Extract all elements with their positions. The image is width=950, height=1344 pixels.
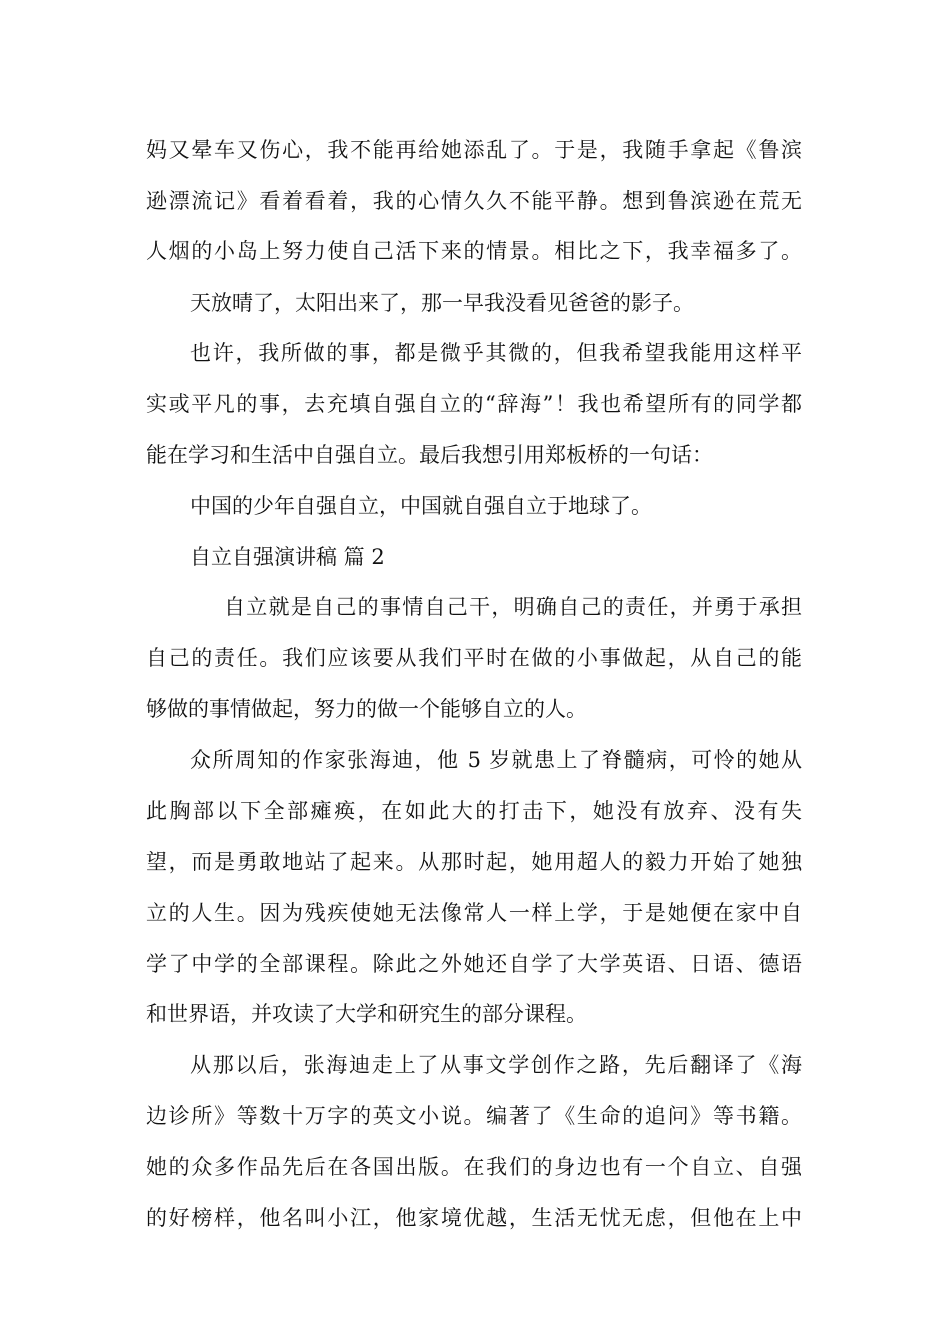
section-heading: 自立自强演讲稿 篇 2 (190, 545, 385, 569)
text-line: 她的众多作品先后在各国出版。在我们的身边也有一个自立、自强 (146, 1155, 802, 1179)
text-line: 实或平凡的事，去充填自强自立的“辞海”！我也希望所有的同学都 (146, 392, 802, 416)
text-line: 和世界语，并攻读了大学和研究生的部分课程。 (146, 1002, 587, 1026)
text-line: 自己的责任。我们应该要从我们平时在做的小事做起，从自己的能 (146, 646, 802, 670)
text-line: 众所周知的作家张海迪，他 5 岁就患上了脊髓病，可怜的她从 (190, 748, 802, 772)
text-line: 能在学习和生活中自强自立。最后我想引用郑板桥的一句话： (146, 443, 713, 467)
text-line: 也许，我所做的事，都是微乎其微的，但我希望我能用这样平 (190, 341, 802, 365)
text-line: 此胸部以下全部瘫痪，在如此大的打击下，她没有放弃、没有失 (146, 799, 802, 823)
text-line: 立的人生。因为残疾使她无法像常人一样上学，于是她便在家中自 (146, 901, 802, 925)
text-line: 从那以后，张海迪走上了从事文学创作之路，先后翻译了《海 (190, 1053, 802, 1077)
text-line: 够做的事情做起，努力的做一个能够自立的人。 (146, 697, 587, 721)
text-line: 逊漂流记》看着看着，我的心情久久不能平静。想到鲁滨逊在荒无 (146, 189, 802, 213)
text-line: 学了中学的全部课程。除此之外她还自学了大学英语、日语、德语 (146, 952, 802, 976)
text-line: 人烟的小岛上努力使自己活下来的情景。相比之下，我幸福多了。 (146, 239, 802, 263)
text-line: 天放晴了，太阳出来了，那一早我没看见爸爸的影子。 (190, 291, 694, 315)
text-line: 中国的少年自强自立，中国就自强自立于地球了。 (190, 494, 652, 518)
text-line: 边诊所》等数十万字的英文小说。编著了《生命的追问》等书籍。 (146, 1104, 802, 1128)
text-line: 的好榜样，他名叫小江，他家境优越，生活无忧无虑，但他在上中 (146, 1206, 802, 1230)
text-line: 妈又晕车又伤心，我不能再给她添乱了。于是，我随手拿起《鲁滨 (146, 138, 802, 162)
text-line: 望，而是勇敢地站了起来。从那时起，她用超人的毅力开始了她独 (146, 850, 802, 874)
text-line: 自立就是自己的事情自己干，明确自己的责任，并勇于承担 (224, 595, 802, 619)
